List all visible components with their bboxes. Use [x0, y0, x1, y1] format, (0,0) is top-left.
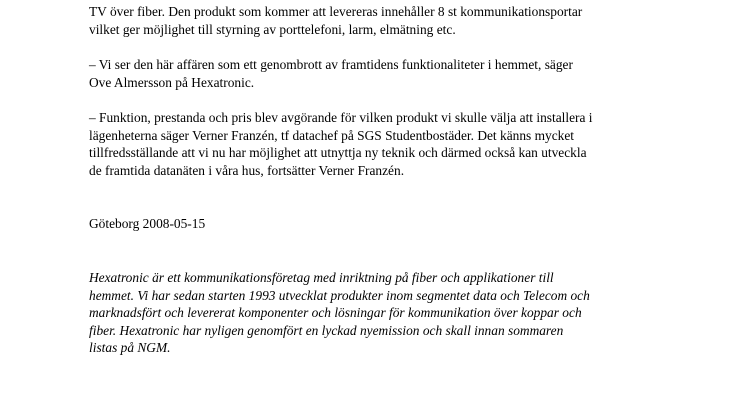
text-line: tillfredsställande att vi nu har möjlighet att utnyttja ny teknik och därmed också kan utveckla — [89, 145, 587, 160]
text-line: TV över fiber. Den produkt som kommer att levereras innehåller 8 st kommunikationsportar — [89, 4, 583, 19]
paragraph-quote-franzen — [89, 109, 729, 179]
dateline — [89, 215, 729, 233]
company-boilerplate — [89, 269, 729, 357]
text-line: Hexatronic är ett kommunikationsföretag med inriktning på fiber och applikationer till — [89, 270, 554, 285]
text-line: marknadsfört och levererat komponenter och lösningar för kommunikation över koppar och — [89, 305, 582, 320]
text-line: vilket ger möjlighet till styrning av porttelefoni, larm, elmätning etc. — [89, 21, 456, 37]
text-line: de framtida datanäten i våra hus, fortsätter Verner Franzén. — [89, 162, 405, 178]
dateline-text: Göteborg 2008-05-15 — [89, 216, 206, 231]
text-line: hemmet. Vi har sedan starten 1993 utvecklat produkter inom segmentet data och Telecom och — [89, 287, 590, 303]
text-line: listas på NGM. — [89, 340, 171, 355]
text-line: – Vi ser den här affären som ett genombrott av framtidens funktionaliteter i hemmet, säger — [89, 57, 573, 72]
paragraph-quote-almersson — [89, 56, 729, 91]
text-line: – Funktion, prestanda och pris blev avgörande för vilken produkt vi skulle välja att installera i — [89, 110, 593, 125]
text-line: lägenheterna säger Verner Franzén, tf datachef på SGS Studentbostäder. Det känns mycket — [89, 127, 574, 143]
text-line: Ove Almersson på Hexatronic. — [89, 74, 255, 90]
text-line: fiber. Hexatronic har nyligen genomfört en lyckad nyemission och skall innan sommaren — [89, 322, 564, 338]
paragraph-product-description — [89, 3, 729, 38]
